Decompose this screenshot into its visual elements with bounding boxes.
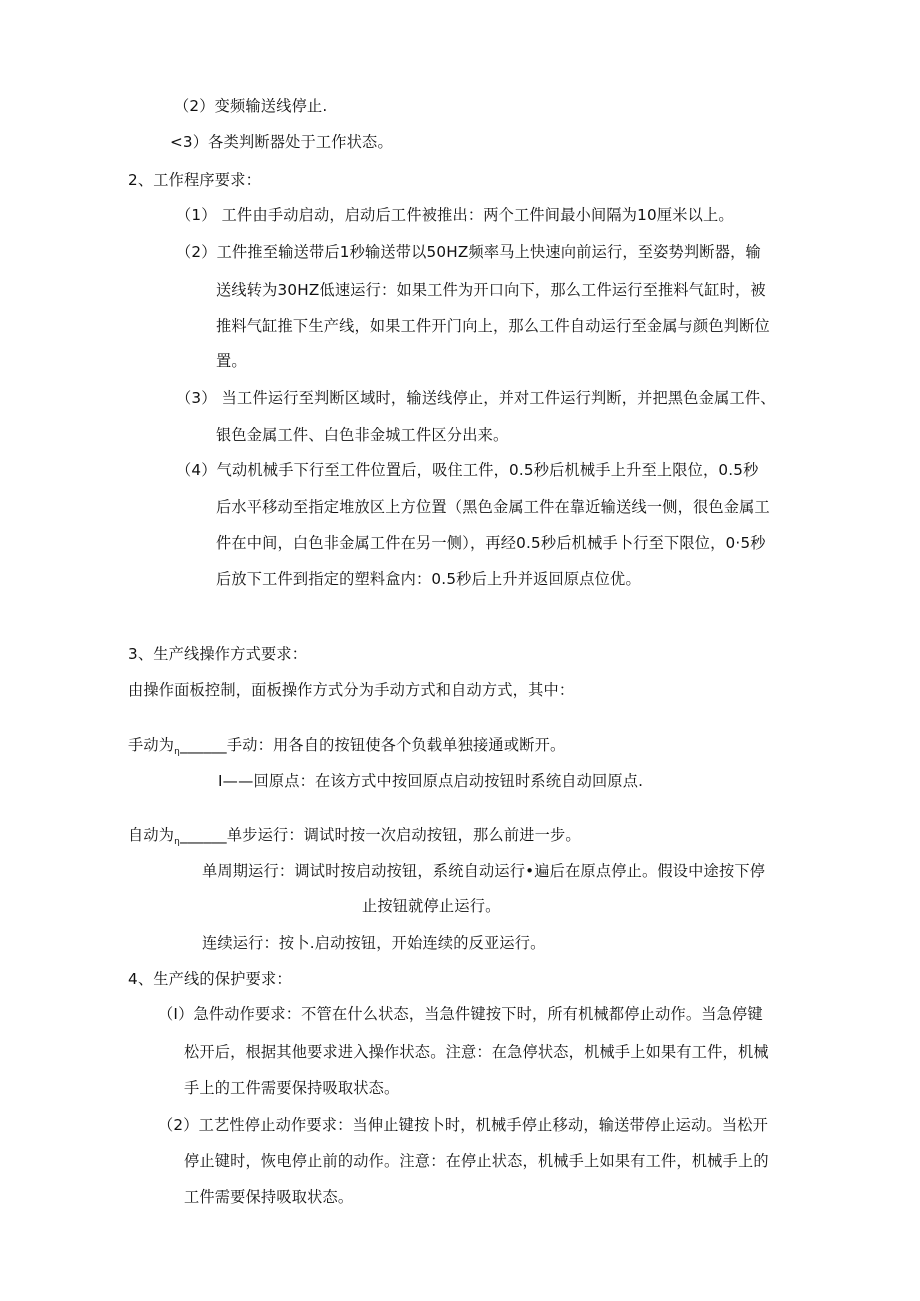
single-cycle-line2: 止按钮就停止运行。	[362, 897, 501, 915]
procedure-item-3-line1: （3） 当工件运行至判断区域时，输送线停止，并对工件运行判断，并把黑色金属工件、	[176, 389, 776, 407]
procedure-item-2-line2: 送线转为30HZ低速运行：如果工件为开口向下，那么工件运行至推料气缸时，被	[216, 281, 766, 299]
protection-item-2-line3: 工件需要保持吸取状态。	[184, 1188, 354, 1206]
manual-mode-subscript: η	[174, 747, 181, 758]
section-heading-4: 4、生产线的保护要求：	[128, 970, 292, 988]
protection-item-2-line1: （2）工艺性停止动作要求：当伸止键按卜时，机械手停止移动，输送带停止运动。当松开	[158, 1116, 768, 1134]
manual-mode-desc: ______手动：用各自的按钮使各个负载单独接通或断开。	[180, 736, 566, 754]
procedure-item-1: （1） 工件由手动启动，启动后工件被推出：两个工件间最小间隔为10厘米以上。	[176, 206, 734, 224]
protection-item-1-line2: 松开后，根据其他要求进入操作状态。注意：在急停状态，机械手上如果有工件，机械	[184, 1043, 769, 1061]
list-item-init-3: <3）各类判断器处于工作状态。	[170, 133, 393, 151]
manual-mode-line	[128, 734, 565, 763]
protection-item-1-line1: （I）急件动作要求：不管在什么状态，当急件键按下时，所有机械都停止动作。当急停键	[158, 1005, 763, 1023]
single-cycle-line1: 单周期运行：调试时按启动按钮，系统自动运行•遍后在原点停止。假设中途按下停	[202, 862, 766, 880]
procedure-item-4-line2: 后水平移动至指定堆放区上方位置（黑色金属工件在靠近输送线一侧，很色金属工	[216, 498, 770, 516]
protection-item-1-line3: 手上的工件需要保持吸取状态。	[184, 1079, 400, 1097]
operation-intro: 由操作面板控制，面板操作方式分为手动方式和自动方式，其中：	[128, 681, 575, 699]
procedure-item-2-line4: 置。	[216, 352, 247, 370]
procedure-item-4-line3: 件在中间，白色非金属工件在另一侧），再经0.5秒后机械手卜行至下限位，0·5秒	[216, 534, 766, 552]
section-heading-3: 3、生产线操作方式要求：	[128, 645, 308, 663]
auto-mode-label: 自动为	[128, 826, 175, 844]
protection-item-2-line2: 停止键时，恢电停止前的动作。注意：在停止状态，机械手上如果有工件，机械手上的	[184, 1152, 769, 1170]
section-heading-2: 2、工作程序要求：	[128, 171, 261, 189]
procedure-item-3-line2: 银色金属工件、白色非金城工件区分出来。	[216, 426, 509, 444]
home-mode-line: I——回原点：在该方式中按回原点启动按钮时系统自动回原点.	[218, 772, 644, 790]
list-item-init-2: （2）变频输送线停止.	[174, 97, 328, 115]
auto-mode-line	[128, 824, 581, 853]
procedure-item-4-line1: （4）气动机械手下行至工件位置后，吸住工件，0.5秒后机械手上升至上限位，0.5秒	[176, 461, 759, 479]
procedure-item-4-line4: 后放下工件到指定的塑料盒内：0.5秒后上升并返回原点位优。	[216, 570, 641, 588]
procedure-item-2-line3: 推料气缸推下生产线，如果工件开门向上，那么工件自动运行至金属与颜色判断位	[216, 317, 770, 335]
manual-mode-label: 手动为	[128, 736, 175, 754]
auto-mode-desc: ______单步运行：调试时按一次启动按钮，那么前进一步。	[180, 826, 581, 844]
continuous-line: 连续运行：按卜.启动按钮，开始连续的反亚运行。	[202, 934, 546, 952]
auto-mode-subscript: η	[174, 837, 181, 848]
procedure-item-2-line1: （2）工件推至输送带后1秒输送带以50HZ频率马上快速向前运行，至姿势判断器，输	[176, 243, 761, 261]
